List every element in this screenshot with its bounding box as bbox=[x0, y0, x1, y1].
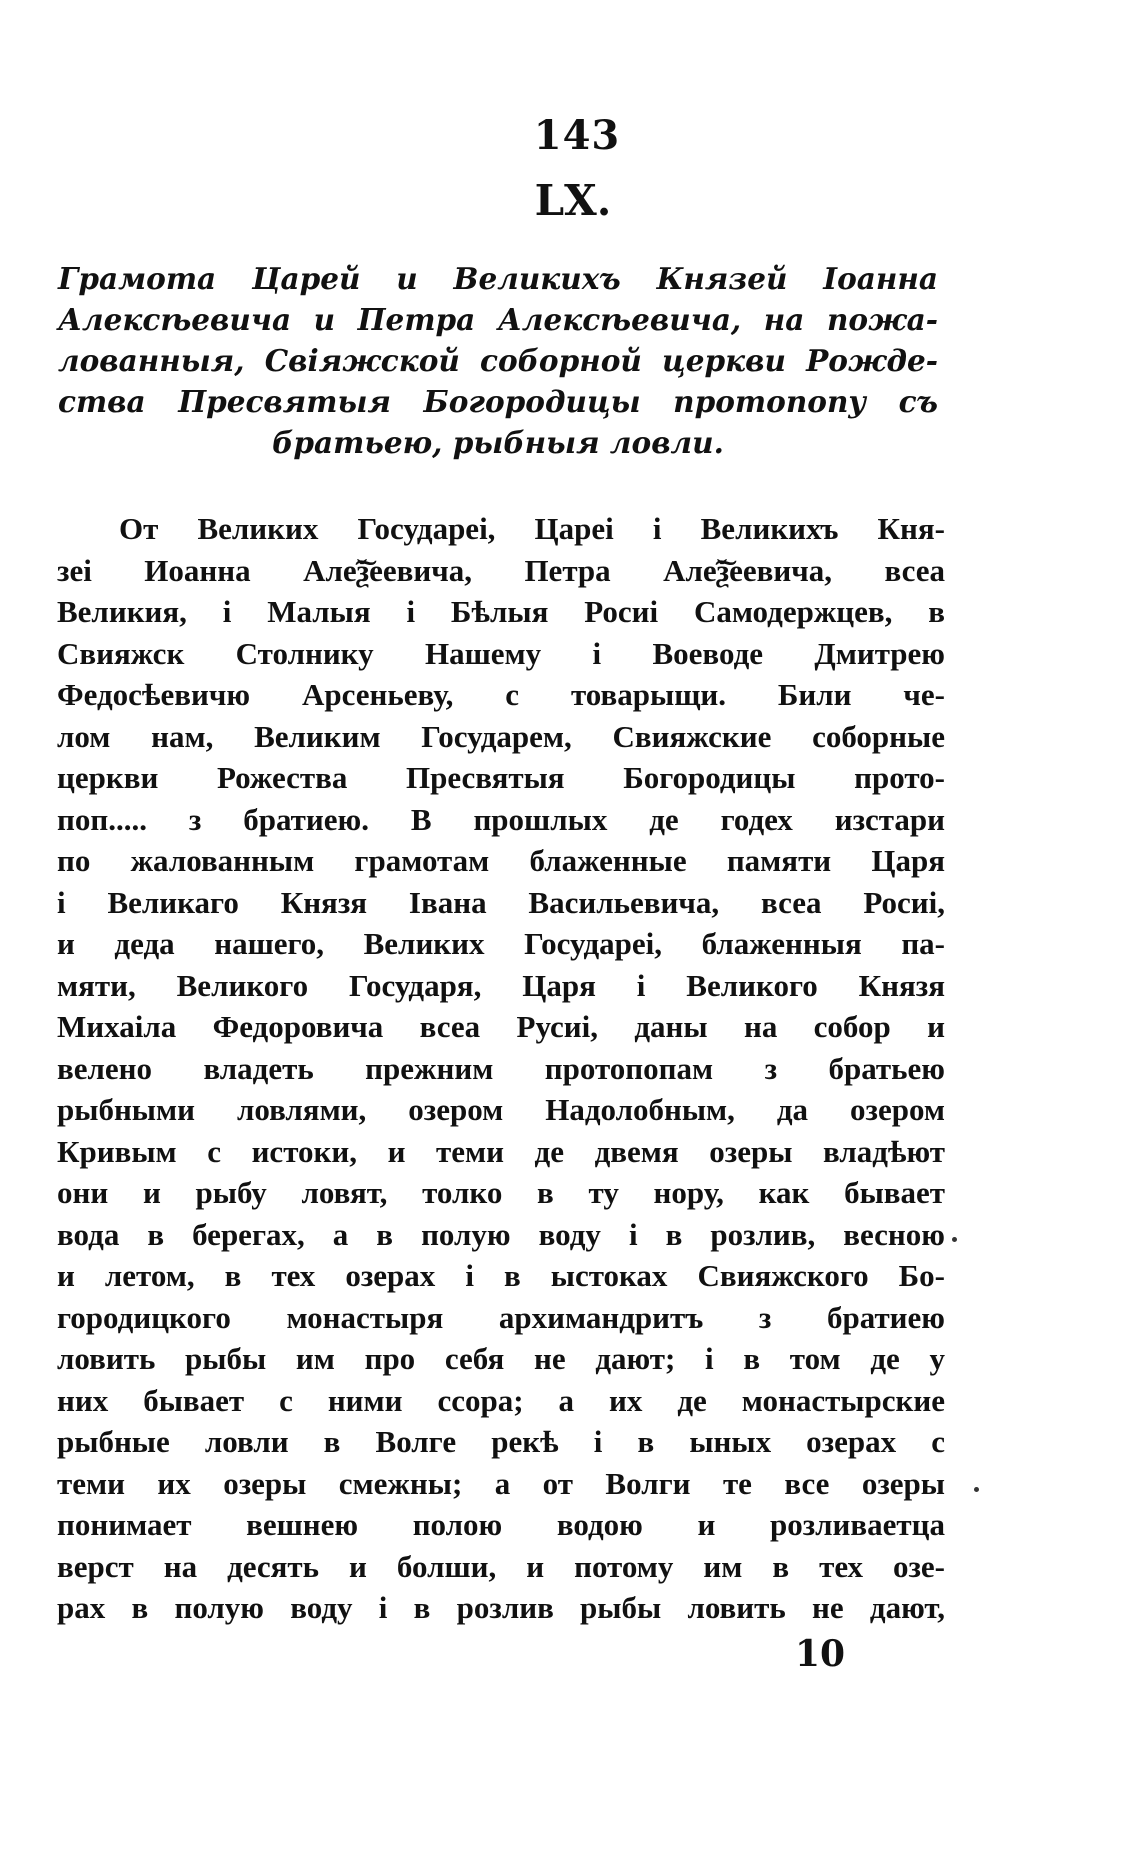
body-line: мяти, Великого Государя, Царя і Великого Князя bbox=[57, 967, 945, 1003]
heading-line: Алексѣевича и Петра Алексѣевича, на пожа- bbox=[58, 302, 938, 337]
body-line: вода в берегах, а в полую воду і в розлив, весною bbox=[57, 1216, 945, 1252]
body-line: Свияжск Столнику Нашему і Воеводе Дмитрею bbox=[57, 635, 945, 671]
body-line: городицкого монастыря архимандритъ з братиею bbox=[57, 1299, 945, 1335]
body-line: верст на десять и болши, и потому им в тех озе- bbox=[57, 1548, 945, 1584]
body-line: зеі Иоанна Але͠ѯеевича, Петра Але͠ѯеевича, всеа bbox=[57, 552, 945, 588]
body-line: От Великих Государеі, Цареі і Великихъ Кня- bbox=[119, 511, 945, 546]
body-line: Федосѣевичю Арсеньеву, с товарыщи. Били че- bbox=[57, 677, 945, 712]
body-line: них бывает с ними ссора; а их де монастырские bbox=[57, 1382, 945, 1418]
body-line: и деда нашего, Великих Государеі, блаженныя па- bbox=[57, 926, 945, 961]
document-number: LX. bbox=[534, 176, 612, 225]
body-line: Михаіла Федоровича всеа Русиі, даны на собор и bbox=[57, 1009, 945, 1044]
body-line: Кривым с истоки, и теми де двемя озеры владѣют bbox=[57, 1133, 945, 1169]
body-line: лом нам, Великим Государем, Свияжские соборные bbox=[57, 718, 945, 754]
heading-line: ства Пресвятыя Богородицы протопопу съ bbox=[58, 384, 938, 419]
body-line: по жалованным грамотам блаженные памяти Царя bbox=[57, 843, 945, 878]
body-line: рыбные ловли в Волге рекѣ і в ыных озерах с bbox=[57, 1424, 945, 1459]
body-line: рыбными ловлями, озером Надолобным, да озером bbox=[57, 1092, 945, 1127]
body-line: ловить рыбы им про себя не дают; і в том де у bbox=[57, 1341, 945, 1376]
body-line: понимает вешнею полою водою и розливаетца bbox=[57, 1507, 945, 1542]
body-line: теми их озеры смежны; а от Волги те все озеры bbox=[57, 1465, 945, 1501]
document-heading bbox=[58, 258, 938, 463]
body-line: поп..... з братиею. В прошлых де годех изстари bbox=[57, 801, 945, 837]
body-line: они и рыбу ловят, толко в ту нору, как бывает bbox=[57, 1175, 945, 1210]
body-line: велено владеть прежним протопопам з братьею bbox=[57, 1050, 945, 1086]
body-line: и летом, в тех озерах і в ыстоках Свияжского Бо- bbox=[57, 1258, 945, 1293]
heading-line: лованныя, Свіяжской соборной церкви Рожде- bbox=[58, 343, 938, 378]
document-body bbox=[57, 508, 945, 1629]
body-line: рах в полую воду і в розлив рыбы ловить не дают, bbox=[57, 1590, 945, 1625]
body-line: Великия, і Малыя і Бѣлыя Росиі Самодержцев, в bbox=[57, 594, 945, 629]
heading-line: братьею, рыбныя ловли. bbox=[272, 425, 724, 460]
body-line: церкви Рожества Пресвятыя Богородицы прото- bbox=[57, 760, 945, 795]
ink-speck bbox=[974, 1487, 979, 1492]
page-number: 143 bbox=[533, 112, 621, 159]
ink-speck bbox=[952, 1237, 957, 1242]
printer-signature-mark: 10 bbox=[794, 1633, 846, 1675]
body-line: і Великаго Князя Івана Васильевича, всеа Росиі, bbox=[57, 884, 945, 920]
heading-line: Грамота Царей и Великихъ Князей Іоанна bbox=[58, 261, 938, 296]
